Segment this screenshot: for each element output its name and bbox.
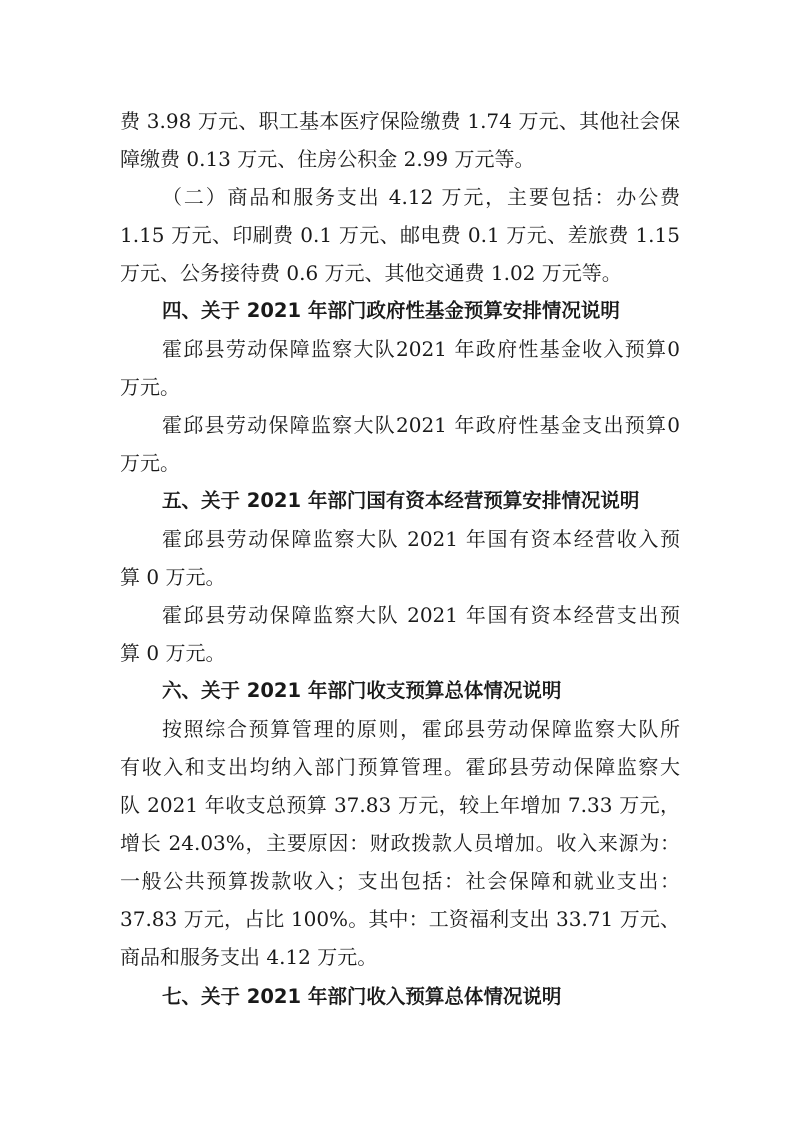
paragraph-line: （二）商品和服务支出 4.12 万元，主要包括：办公费	[162, 185, 680, 209]
paragraph-line: 1.15 万元、印刷费 0.1 万元、邮电费 0.1 万元、差旅费 1.15	[120, 223, 680, 247]
section-heading-4: 四、关于 2021 年部门政府性基金预算安排情况说明	[162, 299, 620, 322]
paragraph-line: 按照综合预算管理的原则，霍邱县劳动保障监察大队所	[162, 717, 680, 741]
paragraph-line: 霍邱县劳动保障监察大队2021 年政府性基金收入预算0	[162, 337, 680, 361]
paragraph-line: 商品和服务支出 4.12 万元。	[120, 945, 378, 969]
paragraph-line: 万元。	[120, 375, 180, 399]
paragraph-line: 增长 24.03%，主要原因：财政拨款人员增加。收入来源为：	[120, 831, 680, 855]
paragraph-line: 算 0 万元。	[120, 565, 226, 589]
paragraph-line: 一般公共预算拨款收入；支出包括：社会保障和就业支出：	[120, 869, 680, 893]
paragraph-line: 霍邱县劳动保障监察大队 2021 年国有资本经营支出预	[162, 603, 680, 627]
paragraph-line: 霍邱县劳动保障监察大队 2021 年国有资本经营收入预	[162, 527, 680, 551]
paragraph-line: 算 0 万元。	[120, 641, 226, 665]
paragraph-line: 37.83 万元，占比 100%。其中：工资福利支出 33.71 万元、	[120, 907, 680, 931]
paragraph-line: 万元、公务接待费 0.6 万元、其他交通费 1.02 万元等。	[120, 261, 622, 285]
section-heading-7: 七、关于 2021 年部门收入预算总体情况说明	[162, 985, 562, 1008]
paragraph-line: 霍邱县劳动保障监察大队2021 年政府性基金支出预算0	[162, 413, 680, 437]
section-heading-5: 五、关于 2021 年部门国有资本经营预算安排情况说明	[162, 489, 640, 512]
paragraph-line: 障缴费 0.13 万元、住房公积金 2.99 万元等。	[120, 147, 535, 171]
paragraph-line: 费 3.98 万元、职工基本医疗保险缴费 1.74 万元、其他社会保	[120, 109, 680, 133]
paragraph-line: 万元。	[120, 451, 180, 475]
section-heading-6: 六、关于 2021 年部门收支预算总体情况说明	[162, 679, 562, 702]
paragraph-line: 队 2021 年收支总预算 37.83 万元，较上年增加 7.33 万元，	[120, 793, 680, 817]
paragraph-line: 有收入和支出均纳入部门预算管理。霍邱县劳动保障监察大	[120, 755, 680, 779]
